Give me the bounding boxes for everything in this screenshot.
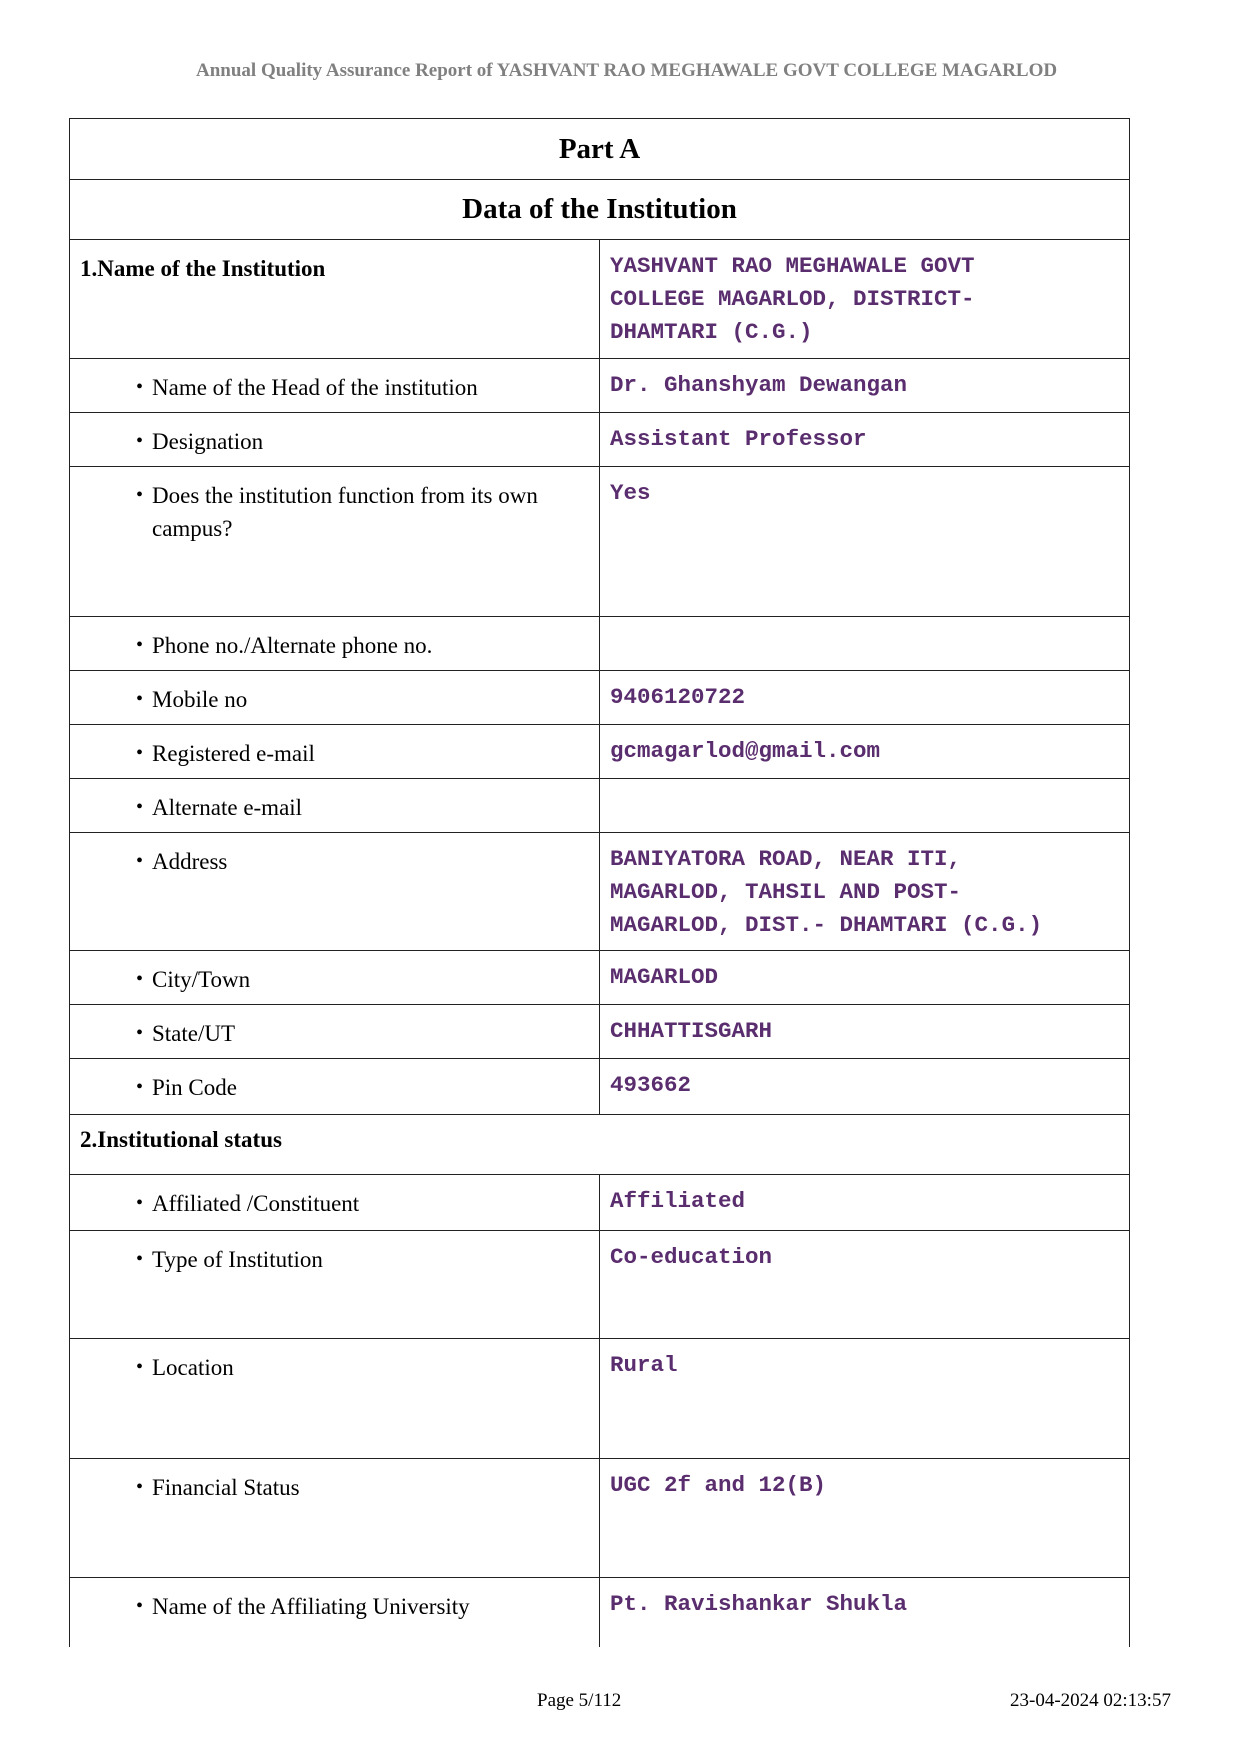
- row-label: Designation: [152, 429, 264, 454]
- row-value: Pt. Ravishankar Shukla: [610, 1591, 908, 1617]
- bullet-icon: •: [136, 1248, 144, 1270]
- table-row: [70, 724, 1129, 778]
- section-row: [70, 1114, 1129, 1174]
- row-label: Mobile no: [152, 687, 248, 712]
- row-label: Name of the Head of the institution: [152, 375, 478, 400]
- row-value: [600, 617, 1129, 670]
- bullet-icon: •: [136, 430, 144, 452]
- row-value: Dr. Ghanshyam Dewangan: [610, 372, 908, 398]
- part-title: Part A: [558, 132, 641, 165]
- bullet-icon: •: [136, 484, 144, 506]
- institution-data-table: [69, 118, 1130, 1647]
- bullet-icon: •: [136, 634, 144, 656]
- bullet-icon: •: [136, 1192, 144, 1214]
- institution-name-label: 1.Name of the Institution: [70, 240, 600, 358]
- part-title-row: [70, 119, 1129, 179]
- row-label: Type of Institution: [152, 1247, 323, 1272]
- row-label: Pin Code: [152, 1075, 237, 1100]
- row-label: Alternate e-mail: [152, 795, 303, 820]
- table-row: [70, 832, 1129, 950]
- row-value: 493662: [610, 1072, 692, 1098]
- row-value: Yes: [610, 480, 651, 506]
- row-label: State/UT: [152, 1021, 236, 1046]
- institutional-status-heading: 2.Institutional status: [80, 1127, 282, 1152]
- row-value: BANIYATORA ROAD, NEAR ITI, MAGARLOD, TAHSIL AND POST- MAGARLOD, DIST.- DHAMTARI (C.G.): [610, 846, 1043, 938]
- table-row: [70, 1338, 1129, 1458]
- table-row: [70, 1058, 1129, 1114]
- bullet-icon: •: [136, 1595, 144, 1617]
- bullet-icon: •: [136, 742, 144, 764]
- bullet-icon: •: [136, 688, 144, 710]
- row-label: Address: [152, 849, 228, 874]
- table-row: [70, 670, 1129, 724]
- row-label: Location: [152, 1355, 234, 1380]
- row-value: Affiliated: [610, 1188, 746, 1214]
- bullet-icon: •: [136, 1076, 144, 1098]
- row-value: 9406120722: [610, 684, 746, 710]
- row-label: Does the institution function from its own campus?: [152, 483, 538, 541]
- table-row: [70, 1230, 1129, 1338]
- running-header: Annual Quality Assurance Report of YASHVANT RAO MEGHAWALE GOVT COLLEGE MAGARLOD: [196, 60, 1058, 81]
- table-row: [70, 1174, 1129, 1230]
- bullet-icon: •: [136, 796, 144, 818]
- table-row: [70, 466, 1129, 616]
- row-label: Name of the Affiliating University: [152, 1594, 470, 1619]
- table-row: [70, 778, 1129, 832]
- section-title-row: [70, 179, 1129, 239]
- row-label: City/Town: [152, 967, 251, 992]
- page-number: Page 5/112: [537, 1690, 622, 1711]
- table-row: [70, 616, 1129, 670]
- row-value: Co-education: [610, 1244, 773, 1270]
- row-value: [600, 779, 1129, 832]
- table-row: [70, 1577, 1129, 1647]
- table-row: [70, 358, 1129, 412]
- bullet-icon: •: [136, 376, 144, 398]
- institution-name-value: YASHVANT RAO MEGHAWALE GOVT COLLEGE MAGARLOD, DISTRICT- DHAMTARI (C.G.): [610, 253, 975, 345]
- bullet-icon: •: [136, 968, 144, 990]
- section-title: Data of the Institution: [462, 193, 737, 225]
- row-value: UGC 2f and 12(B): [610, 1472, 827, 1498]
- table-row: [70, 412, 1129, 466]
- row-value: CHHATTISGARH: [610, 1018, 773, 1044]
- bullet-icon: •: [136, 850, 144, 872]
- table-row: [70, 1004, 1129, 1058]
- row-value: Assistant Professor: [610, 426, 867, 452]
- table-row: [70, 950, 1129, 1004]
- row-value: Rural: [610, 1352, 678, 1378]
- bullet-icon: •: [136, 1476, 144, 1498]
- row-label: Financial Status: [152, 1475, 300, 1500]
- row-value: MAGARLOD: [610, 964, 719, 990]
- bullet-icon: •: [136, 1356, 144, 1378]
- row-value: gcmagarlod@gmail.com: [610, 738, 881, 764]
- table-row: [70, 239, 1129, 358]
- row-label: Registered e-mail: [152, 741, 315, 766]
- row-label: Affiliated /Constituent: [152, 1191, 360, 1216]
- table-row: [70, 1458, 1129, 1577]
- bullet-icon: •: [136, 1022, 144, 1044]
- row-label: Phone no./Alternate phone no.: [152, 633, 433, 658]
- footer-timestamp: 23-04-2024 02:13:57: [1010, 1690, 1171, 1711]
